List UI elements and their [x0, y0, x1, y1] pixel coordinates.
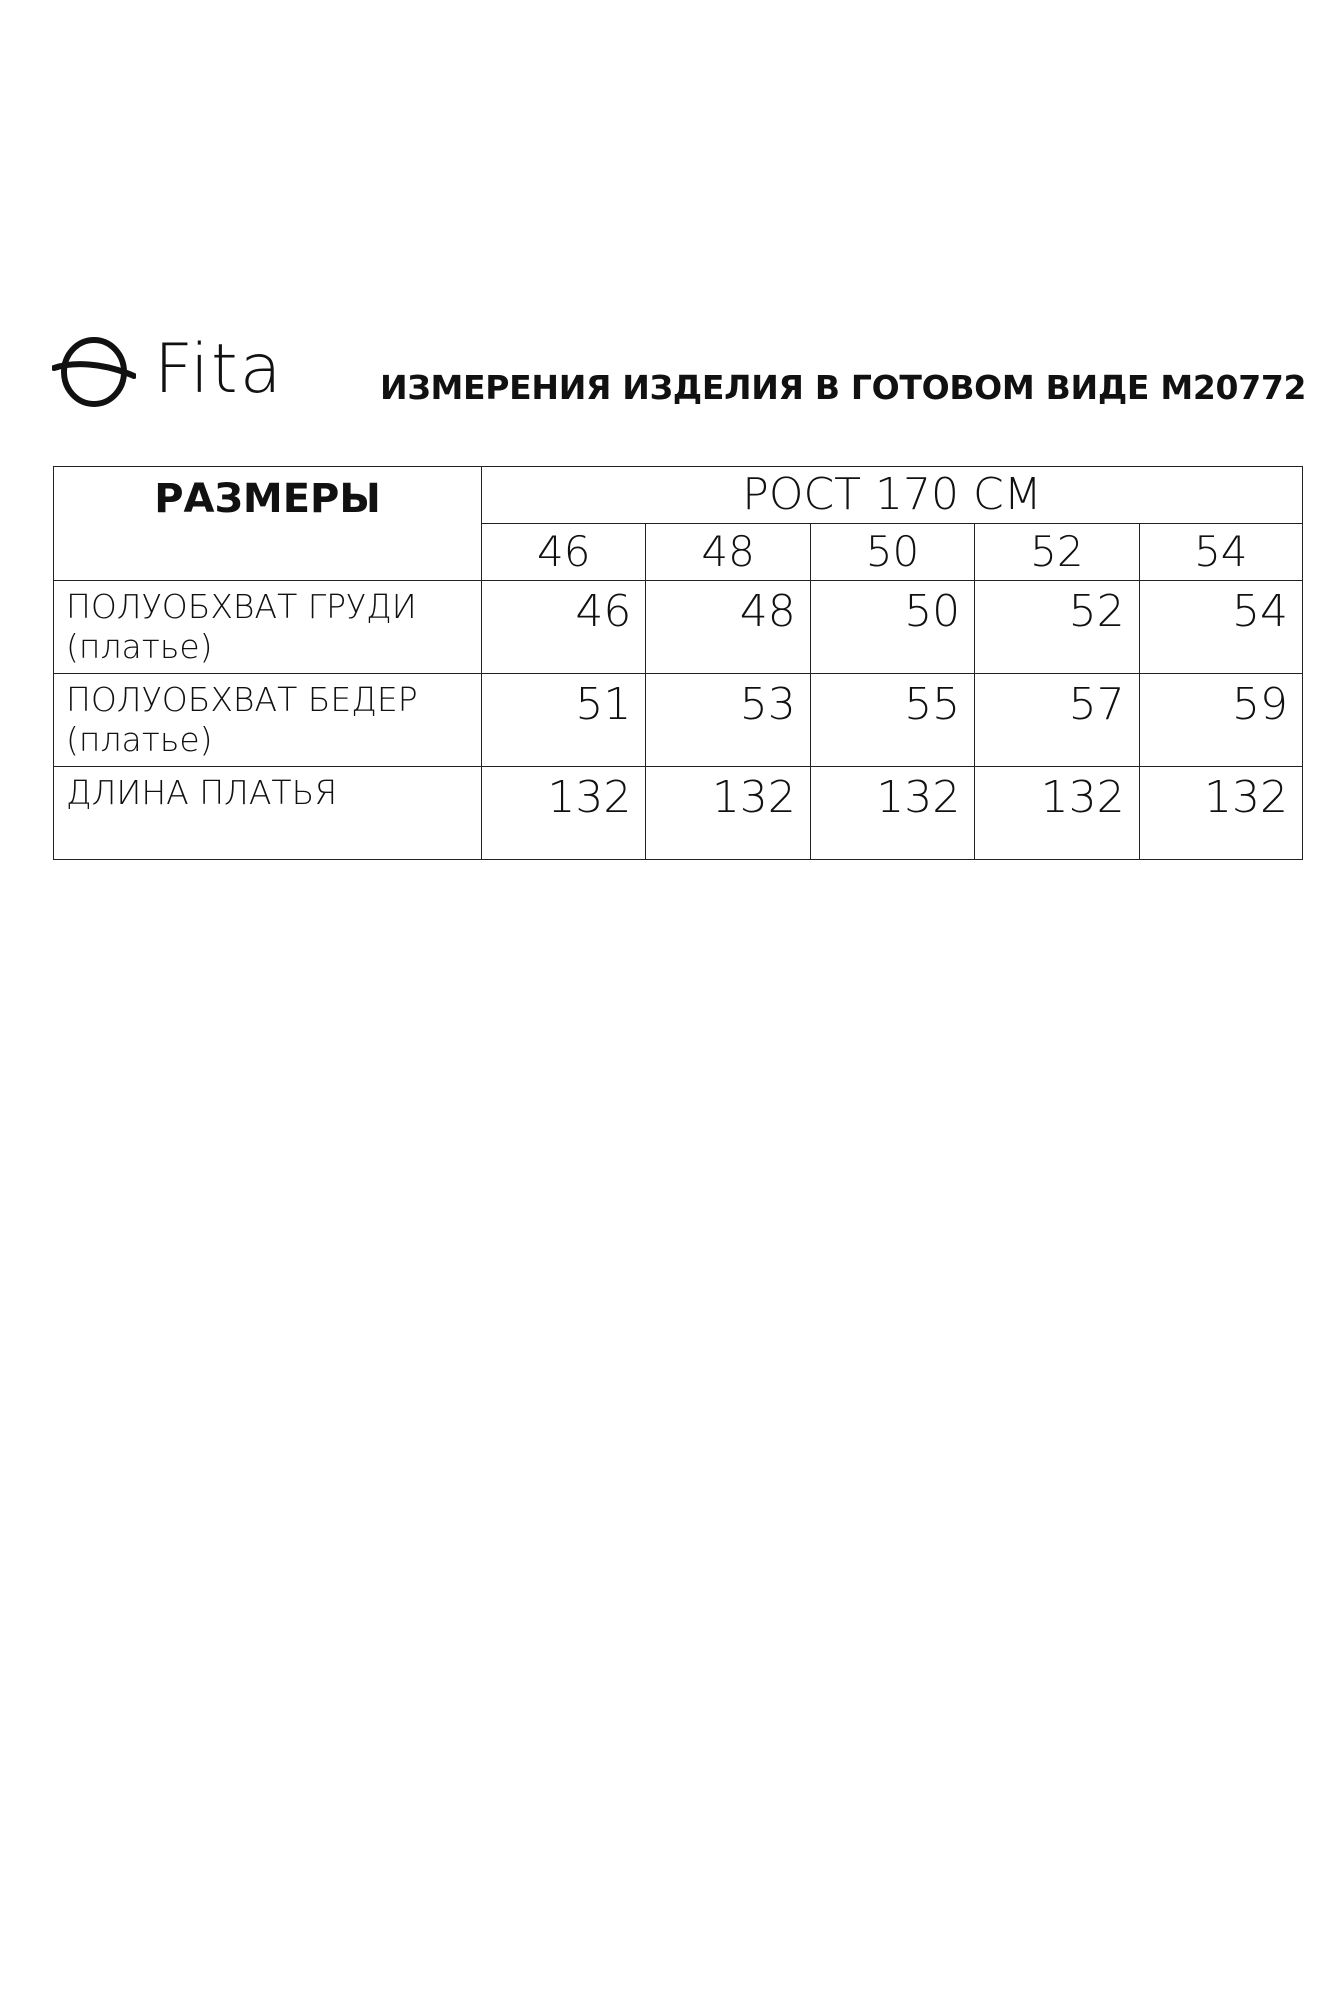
table-row — [54, 674, 1303, 767]
table-header-row — [54, 467, 1303, 524]
size-header-cell: 48 — [646, 524, 810, 581]
row-label-line: ДЛИНА ПЛАТЬЯ — [66, 773, 338, 812]
size-header-cell: 52 — [975, 524, 1139, 581]
size-header-cell: 54 — [1139, 524, 1302, 581]
brand-logo — [52, 330, 283, 410]
value-cell: 57 — [975, 674, 1139, 767]
value-cell: 54 — [1139, 581, 1302, 674]
sizes-header: РАЗМЕРЫ — [54, 467, 482, 581]
value-cell: 132 — [482, 767, 646, 860]
value-cell: 48 — [646, 581, 810, 674]
row-label-line: ПОЛУОБХВАТ БЕДЕР — [66, 680, 418, 719]
size-header-cell: 50 — [810, 524, 974, 581]
brand-name: Fita — [154, 330, 284, 409]
row-label-line: (платье) — [66, 720, 213, 759]
value-cell: 51 — [482, 674, 646, 767]
size-header-cell: 46 — [482, 524, 646, 581]
value-cell: 55 — [810, 674, 974, 767]
row-label-line: (платье) — [66, 627, 213, 666]
fita-theta-icon — [52, 332, 136, 408]
height-header: РОСТ 170 СМ — [482, 467, 1303, 524]
document-title: ИЗМЕРЕНИЯ ИЗДЕЛИЯ В ГОТОВОМ ВИДЕ М20772 — [380, 368, 1307, 407]
value-cell: 132 — [975, 767, 1139, 860]
value-cell: 132 — [646, 767, 810, 860]
size-chart-table — [53, 466, 1303, 860]
value-cell: 46 — [482, 581, 646, 674]
value-cell: 53 — [646, 674, 810, 767]
row-label — [54, 581, 482, 674]
value-cell: 132 — [1139, 767, 1302, 860]
value-cell: 59 — [1139, 674, 1302, 767]
table-row — [54, 581, 1303, 674]
row-label-line: ПОЛУОБХВАТ ГРУДИ — [66, 587, 417, 626]
row-label — [54, 767, 482, 860]
table-row — [54, 767, 1303, 860]
row-label — [54, 674, 482, 767]
value-cell: 52 — [975, 581, 1139, 674]
value-cell: 132 — [810, 767, 974, 860]
value-cell: 50 — [810, 581, 974, 674]
